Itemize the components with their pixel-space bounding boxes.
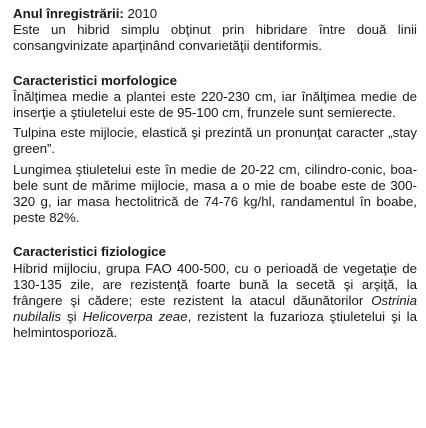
physiology-paragraph <box>13 261 417 342</box>
registration-line <box>13 6 417 22</box>
physiology-conjunction: şi <box>61 309 83 325</box>
morphology-heading: Caracteristici morfologice <box>13 72 178 88</box>
morphology-paragraph-1: Înălţimea medie a plantei este 220-230 cm, iar înălţimea medie de inserţie a ştiuletelui este de 95-100 cm, frunzele sunt semierecte. <box>13 88 417 121</box>
intro-paragraph: Este un hibrid simplu obţinut prin hibridare între două linii consangvinizate aparţinând convarietăţii dentiformis. <box>13 22 417 54</box>
registration-year: 2010 <box>127 6 158 21</box>
physiology-heading: Caracteristici fiziologice <box>13 244 166 260</box>
morphology-paragraph-2: Tulpina este mijlocie, elastică şi prezintă un pronunţat caracter „stay green”. <box>13 125 417 157</box>
registration-label: Anul înregistrării: <box>13 6 124 21</box>
document-page <box>13 6 417 342</box>
pest-helicoverpa: Helicoverpa zeae <box>82 309 188 325</box>
section-spacer <box>13 226 417 244</box>
physiology-text-end: , rezistent la fuzarioza ştiuletelui şi la helmintosporioză. <box>13 309 417 341</box>
physiology-text-start: Hibrid mijlociu, grupa FAO 400-500, cu o perioadă de vegetaţie de 130-135 zile, are rezistenţă foarte bună la secetă şi arşiţă, la frângere şi cădere; este rezistent la atacul dăunătorilor <box>13 260 417 309</box>
morphology-paragraph-3: Lungimea ştiuletelui este în medie de 20-22 cm, cilindro-conic, boa-bele sunt de mărime mijlocie, masa a o mie de boabe este de 300-320 g, iar masa hectolitrică de 74-76 kg/hl, randamentul în boabe, peste 82%. <box>13 161 417 226</box>
pest-ostrinia: Ostrinia nubilalis <box>13 293 417 325</box>
section-spacer <box>13 55 417 73</box>
